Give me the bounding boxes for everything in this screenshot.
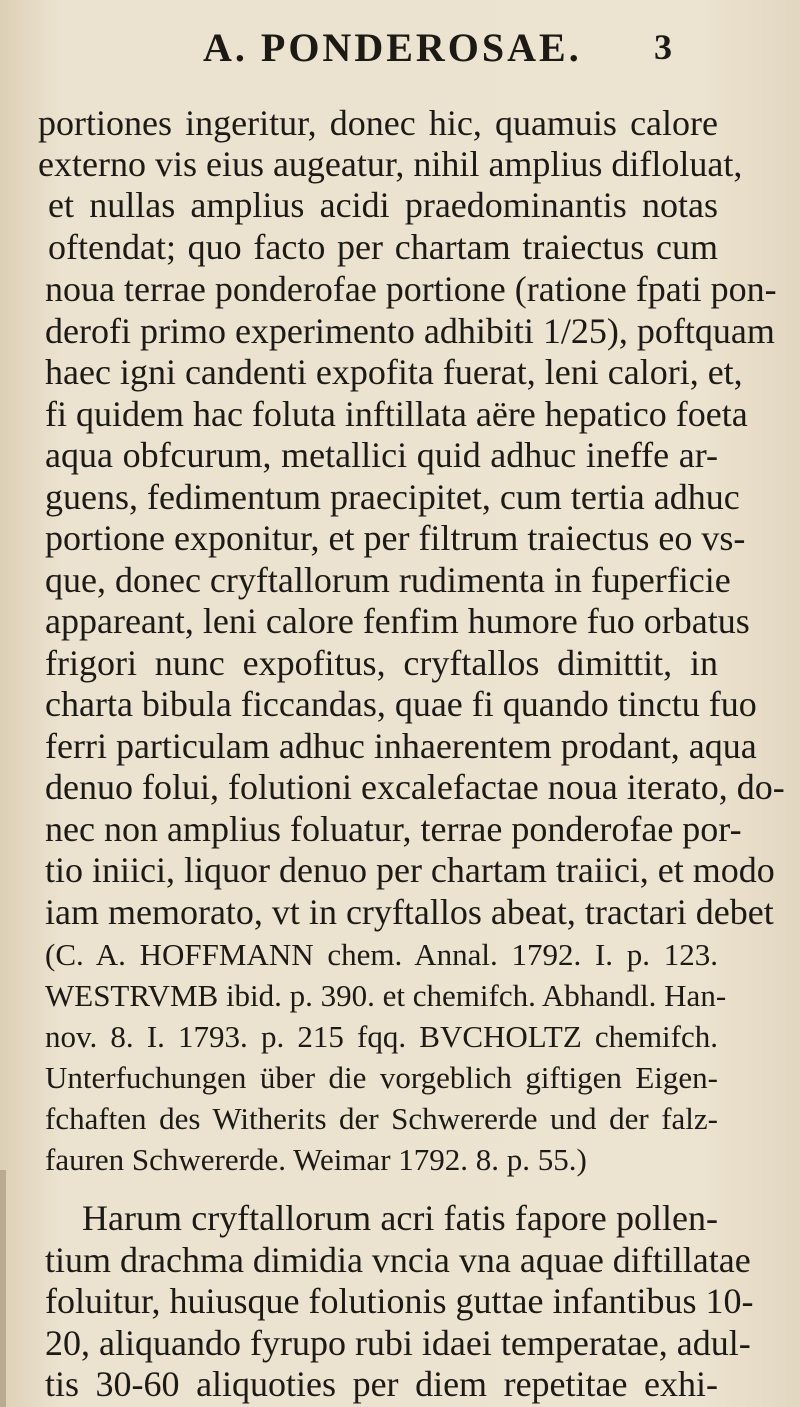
- text-line: fi quidem hac foluta inftillata aëre hepatico foeta: [45, 394, 748, 434]
- text-line: appareant, leni calore fenfim humore fuo orbatus: [45, 601, 750, 641]
- citation-line: fauren Schwererde. Weimar 1792. 8. p. 55.): [45, 1142, 587, 1177]
- text-line: foluitur, huiusque folutionis guttae infantibus 10-: [45, 1281, 754, 1321]
- text-line: que, donec cryftallorum rudimenta in fuperficie: [45, 560, 731, 600]
- text-line: denuo folui, folutioni excalefactae noua iterato, do-: [45, 767, 785, 807]
- text-line: ferri particulam adhuc inhaerentem prodant, aqua: [45, 726, 757, 766]
- text-line: Harum cryftallorum acri fatis fapore pollen-: [82, 1198, 718, 1238]
- text-line: 20, aliquando fyrupo rubi idaei temperatae, adul-: [45, 1323, 751, 1363]
- text-line: portione exponitur, et per filtrum traiectus eo vs-: [45, 518, 746, 558]
- text-line: iam memorato, vt in cryftallos abeat, tractari debet: [45, 892, 774, 932]
- page-header: [0, 24, 800, 74]
- text-line: tis 30-60 aliquoties per diem repetitae exhi-: [45, 1364, 718, 1404]
- citation-line: WESTRVMB ibid. p. 390. et chemifch. Abhandl. Han-: [45, 978, 727, 1013]
- text-line: charta bibula ficcandas, quae fi quando tinctu fuo: [45, 684, 757, 724]
- text-line: et nullas amplius acidi praedominantis notas: [48, 185, 718, 225]
- page-edge-shadow: [0, 1170, 6, 1407]
- text-line: portiones ingeritur, donec hic, quamuis calore: [38, 103, 718, 143]
- citation-line: (C. A. HOFFMANN chem. Annal. 1792. I. p. 123.: [45, 937, 718, 972]
- text-line: aqua obfcurum, metallici quid adhuc ineffe ar-: [45, 435, 718, 475]
- text-line: haec igni candenti expofita fuerat, leni calori, et,: [45, 352, 743, 392]
- text-line: tium drachma dimidia vncia vna aquae diftillatae: [45, 1240, 751, 1280]
- running-head: A. PONDEROSAE.: [203, 25, 582, 70]
- text-line: tio iniici, liquor denuo per chartam traiici, et modo: [45, 850, 775, 890]
- text-line: derofi primo experimento adhibiti 1/25), poftquam: [45, 311, 775, 351]
- text-line: guens, fedimentum praecipitet, cum tertia adhuc: [45, 477, 740, 517]
- citation-line: nov. 8. I. 1793. p. 215 fqq. BVCHOLTZ chemifch.: [45, 1019, 718, 1054]
- text-line: frigori nunc expofitus, cryftallos dimittit, in: [45, 643, 718, 683]
- text-line: nec non amplius foluatur, terrae ponderofae por-: [45, 809, 742, 849]
- text-line: externo vis eius augeatur, nihil amplius difloluat,: [38, 144, 743, 184]
- citation-line: fchaften des Witherits der Schwererde und der falz-: [45, 1101, 718, 1136]
- page-number: 3: [654, 27, 672, 67]
- citation-line: Unterfuchungen über die vorgeblich giftigen Eigen-: [45, 1060, 718, 1095]
- text-line: oftendat; quo facto per chartam traiectus cum: [48, 227, 718, 267]
- text-line: noua terrae ponderofae portione (ratione fpati pon-: [45, 269, 777, 309]
